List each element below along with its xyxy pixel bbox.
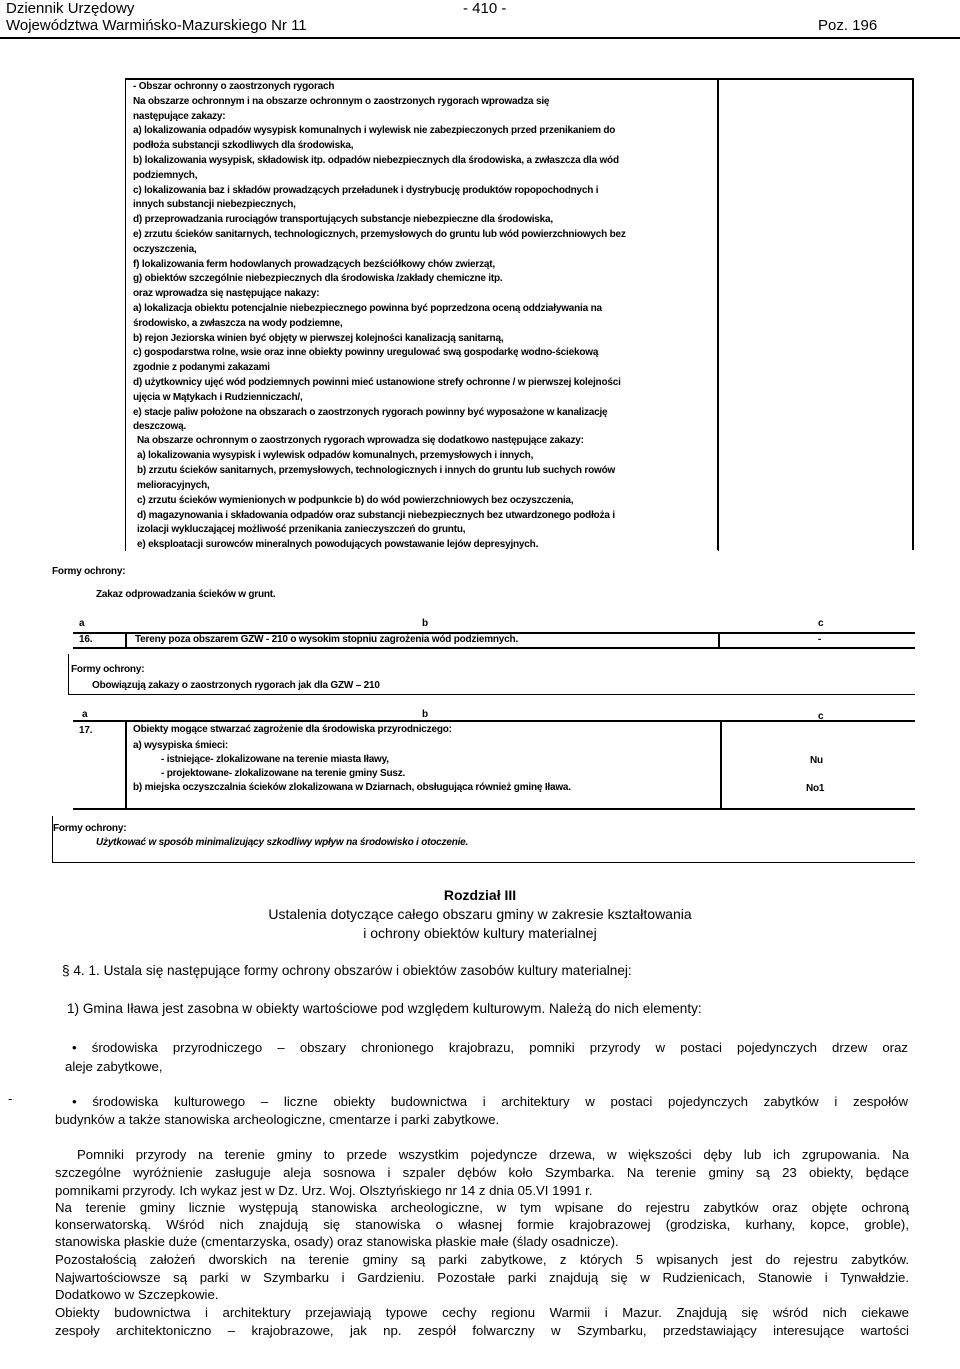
table16-c-value: - [818,634,822,645]
chapter-subtitle-line2: i ochrony obiektów kultury materialnej [363,925,597,941]
chapter-subtitle-line1: Ustalenia dotyczące całego obszaru gminy w zakresie kształtowania [268,906,692,922]
table17-formy-label: Formy ochrony: [53,823,127,834]
position-number: Poz. 196 [818,17,878,34]
zakaz-line: oczyszczenia, [133,243,197,255]
zakaz-line: ujęcia w Mątykach i Rudzienniczach/, [133,391,303,403]
zakaz-line: a) lokalizowania odpadów wysypisk komunalnych i wylewisk nie zabezpieczonych przed przenikaniem do [133,125,616,137]
table16-description: Tereny poza obszarem GZW - 210 o wysokim stopniu zagrożenia wód podziemnych. [135,634,519,645]
archeologia-line3: stanowiska płaskie duże (cmentarzyska, osady) oraz stanowiska płaskie małe (ślady osadnicze). [55,1234,619,1249]
scan-table-right-edge [912,78,914,550]
zakaz-line: następujące zakazy: [133,110,226,122]
page-number: - 410 - [463,0,507,17]
zakaz-line: d) magazynowania i składowania odpadów oraz substancji niebezpiecznych bez utwardzonego podłoża i [137,509,615,521]
scan-table-divider [717,78,719,550]
zakaz-line: b) rejon Jeziorska winien być objęty w pierwszej kolejności kanalizacją sanitarną, [133,332,504,344]
table16-col-divider-b [718,632,720,648]
zakaz-line: Na obszarze ochronnym i na obszarze ochronnym o zaostrzonych rygorach wprowadza się [133,95,550,107]
zakaz-line: oraz wprowadza się następujące nakazy: [133,288,320,300]
zakaz-line: deszczową. [133,421,187,433]
zakaz-line: d) użytkownicy ujęć wód podziemnych powinni mieć ustanowione strefy ochronne / w pierwszej kolejności [133,377,621,388]
table16-col-c: c [818,618,824,629]
zakaz-line: środowisko, a zwłaszcza na wody podziemne, [133,317,343,329]
table17-item-b: b) miejska oczyszczalnia ścieków zlokalizowana w Dziarnach, obsługująca również gminę Iława. [133,782,571,793]
zakaz-line: - Obszar ochronny o zaostrzonych rygorach [133,81,335,92]
table17-formy-text: Użytkować w sposób minimalizujący szkodliwy wpływ na środowisko i otoczenie. [96,837,469,848]
zakaz-line: b) lokalizowania wysypisk, składowisk itp. odpadów niebezpiecznych dla środowiska, a zwłaszcza dla wód [133,155,619,166]
parki-line1: Pozostałością założeń dworskich na terenie gminy są parki zabytkowe, z których 5 wpisanych jest do rejestru zabytków. [55,1252,909,1267]
margin-mark: - [8,1091,13,1106]
parki-line2: Najwartościowsze są parki w Szymbarku i Gardzieniu. Pozostałe parki znajdują się w Rudzienicach, Stanowie i Tynwałdzie. [55,1270,909,1285]
formy-ochrony-text-top: Zakaz odprowadzania ścieków w grunt. [96,589,276,600]
table16-number: 16. [79,634,93,645]
table16-row-rule [73,647,915,649]
zakaz-line: c) zrzutu ścieków wymienionych w podpunkcie b) do wód powierzchniowych bez oczyszczenia, [137,494,574,506]
bullet-1-line1: • środowiska przyrodniczego – obszary chronionego krajobrazu, pomniki przyrody w postaci pojedynczych drzew oraz [72,1040,908,1055]
zakaz-line: melioracyjnych, [137,479,210,491]
bullet-1-line2: aleje zabytkowe, [65,1059,163,1074]
table17-col-divider-a [125,720,127,808]
point-1: 1) Gmina Iława jest zasobna w obiekty wartościowe pod względem kulturowym. Należą do nich elementy: [67,1001,702,1016]
zakaz-line: izolacji wykluczającej możliwość przenikania zanieczyszczeń do gruntu, [137,524,466,536]
table16-col-divider-a [125,632,127,648]
table17-col-divider-b [720,720,722,808]
chapter-title: Rozdział III [443,887,517,903]
header-rule [0,37,960,39]
table17-header-rule [73,720,915,722]
table16-col-b: b [422,618,428,629]
table16-formy-label: Formy ochrony: [71,664,145,675]
zakaz-line: Na obszarze ochronnym o zaostrzonych rygorach wprowadza się dodatkowo następujące zakazy: [137,435,584,446]
budownictwo-line1: Obiekty budownictwa i architektury przejawiają typowe cechy regionu Warmii i Mazur. Znajdują się wśród nich ciekawe [55,1305,909,1320]
table17-bottom-rule [73,808,915,810]
zakaz-line: zgodnie z podanymi zakazami [133,362,270,374]
pomniki-line1: Pomniki przyrody na terenie gminy to przede wszystkim pojedyncze drzewa, w większości dęby lub ich zgrupowania. Na [77,1147,909,1162]
zakaz-line: e) eksploatacji surowców mineralnych powodujących powstawanie lejów depresyjnych. [137,539,539,551]
table17-c-a: Nu [810,755,823,766]
table17-item-a: a) wysypiska śmieci: [133,740,228,751]
zakaz-line: g) obiektów szczególnie niebezpiecznych dla środowiska /zakłady chemiczne itp. [133,273,503,285]
zakaz-line: f) lokalizowania ferm hodowlanych prowadzących bezściółkowy chów zwierząt, [133,258,495,270]
table17-item-a2: - projektowane- zlokalizowane na terenie gminy Susz. [161,768,406,779]
zakaz-line: podłoża substancji szkodliwych dla środowiska, [133,140,354,152]
table17-col-a: a [82,709,88,720]
journal-title-line1: Dziennik Urzędowy [6,0,135,17]
table17-title: Obiekty mogące stwarzać zagrożenie dla środowiska przyrodniczego: [133,724,452,735]
zakaz-line: e) zrzutu ścieków sanitarnych, technologicznych, przemysłowych do gruntu lub wód powierzchniowych bez [133,229,626,240]
zakaz-line: a) lokalizowania wysypisk i wylewisk odpadów komunalnych, przemysłowych i innych, [137,449,534,461]
budownictwo-line2: zespoły architektoniczno – krajobrazowe, jak np. zespół folwarczny w Szymbarku, przedstawiający interesujące wartości [55,1323,909,1338]
table17-col-b: b [422,709,428,720]
archeologia-line2: konserwatorską. Wśród nich znajdują się stanowiska o własnej formie krajobrazowej (grodziska, kurhany, kopce, groble), [55,1217,909,1232]
zakaz-line: b) zrzutu ścieków sanitarnych, przemysłowych, technologicznych i innych do gruntu lub suchych rowów [137,464,616,476]
zakaz-line: e) stacje paliw położone na obszarach o zaostrzonych rygorach powinny być wyposażone w kanalizację [133,406,608,418]
pomniki-line2: szczególne wyróżnienie zasługuje aleja sosnowa i szpaler dębów koło Szymbarka. Na terenie gminy są 23 obiekty, będące [55,1165,909,1180]
table17-c-b: No1 [806,783,825,794]
bullet-2-line2: budynków a także stanowiska archeologiczne, cmentarze i parki zabytkowe. [55,1112,500,1127]
zakaz-line: c) gospodarstwa rolne, wsie oraz inne obiekty powinny uregulować swą gospodarkę wodno-ściekową [133,347,599,359]
table16-col-a: a [79,618,85,629]
zakaz-line: d) przeprowadzania rurociągów transportujących substancje niebezpieczne dla środowiska, [133,214,553,226]
archeologia-line1: Na terenie gminy licznie występują stanowiska archeologiczne, w tym wpisane do rejestru zabytków oraz objęte ochroną [55,1200,909,1215]
parki-line3: Dodatkowo w Szczepkowie. [55,1287,219,1302]
paragraph-4: § 4. 1. Ustala się następujące formy ochrony obszarów i obiektów zasobów kultury materialnej: [62,963,632,978]
pomniki-line3: pomnikami przyrody. Ich wykaz jest w Dz. Urz. Woj. Olsztyńskiego nr 14 z dnia 05.VI 1991 r. [55,1183,593,1198]
table16-formy-text: Obowiązują zakazy o zaostrzonych rygorach jak dla GZW – 210 [92,680,380,691]
zakaz-line: a) lokalizacja obiektu potencjalnie niebezpiecznego powinna być poprzedzona oceną oddziaływania na [133,303,602,314]
table17-item-a1: - istniejące- zlokalizowane na terenie miasta Iławy, [161,754,389,765]
formy-ochrony-label-top: Formy ochrony: [52,566,126,577]
bullet-2-line1: • środowiska kulturowego – liczne obiekty budownictwa i architektury w postaci pojedynczych zabytków i zespołów [72,1094,908,1109]
zakaz-line: innych substancji niebezpiecznych, [133,199,296,211]
journal-title-line2: Województwa Warmińsko-Mazurskiego Nr 11 [6,17,307,34]
zakaz-line: podziemnych, [133,169,198,181]
zakaz-line: c) lokalizowania baz i składów prowadzących przeładunek i dystrybucję produktów ropopochodnych i [133,184,599,196]
table17-col-c: c [818,711,824,722]
table17-number: 17. [79,725,93,736]
